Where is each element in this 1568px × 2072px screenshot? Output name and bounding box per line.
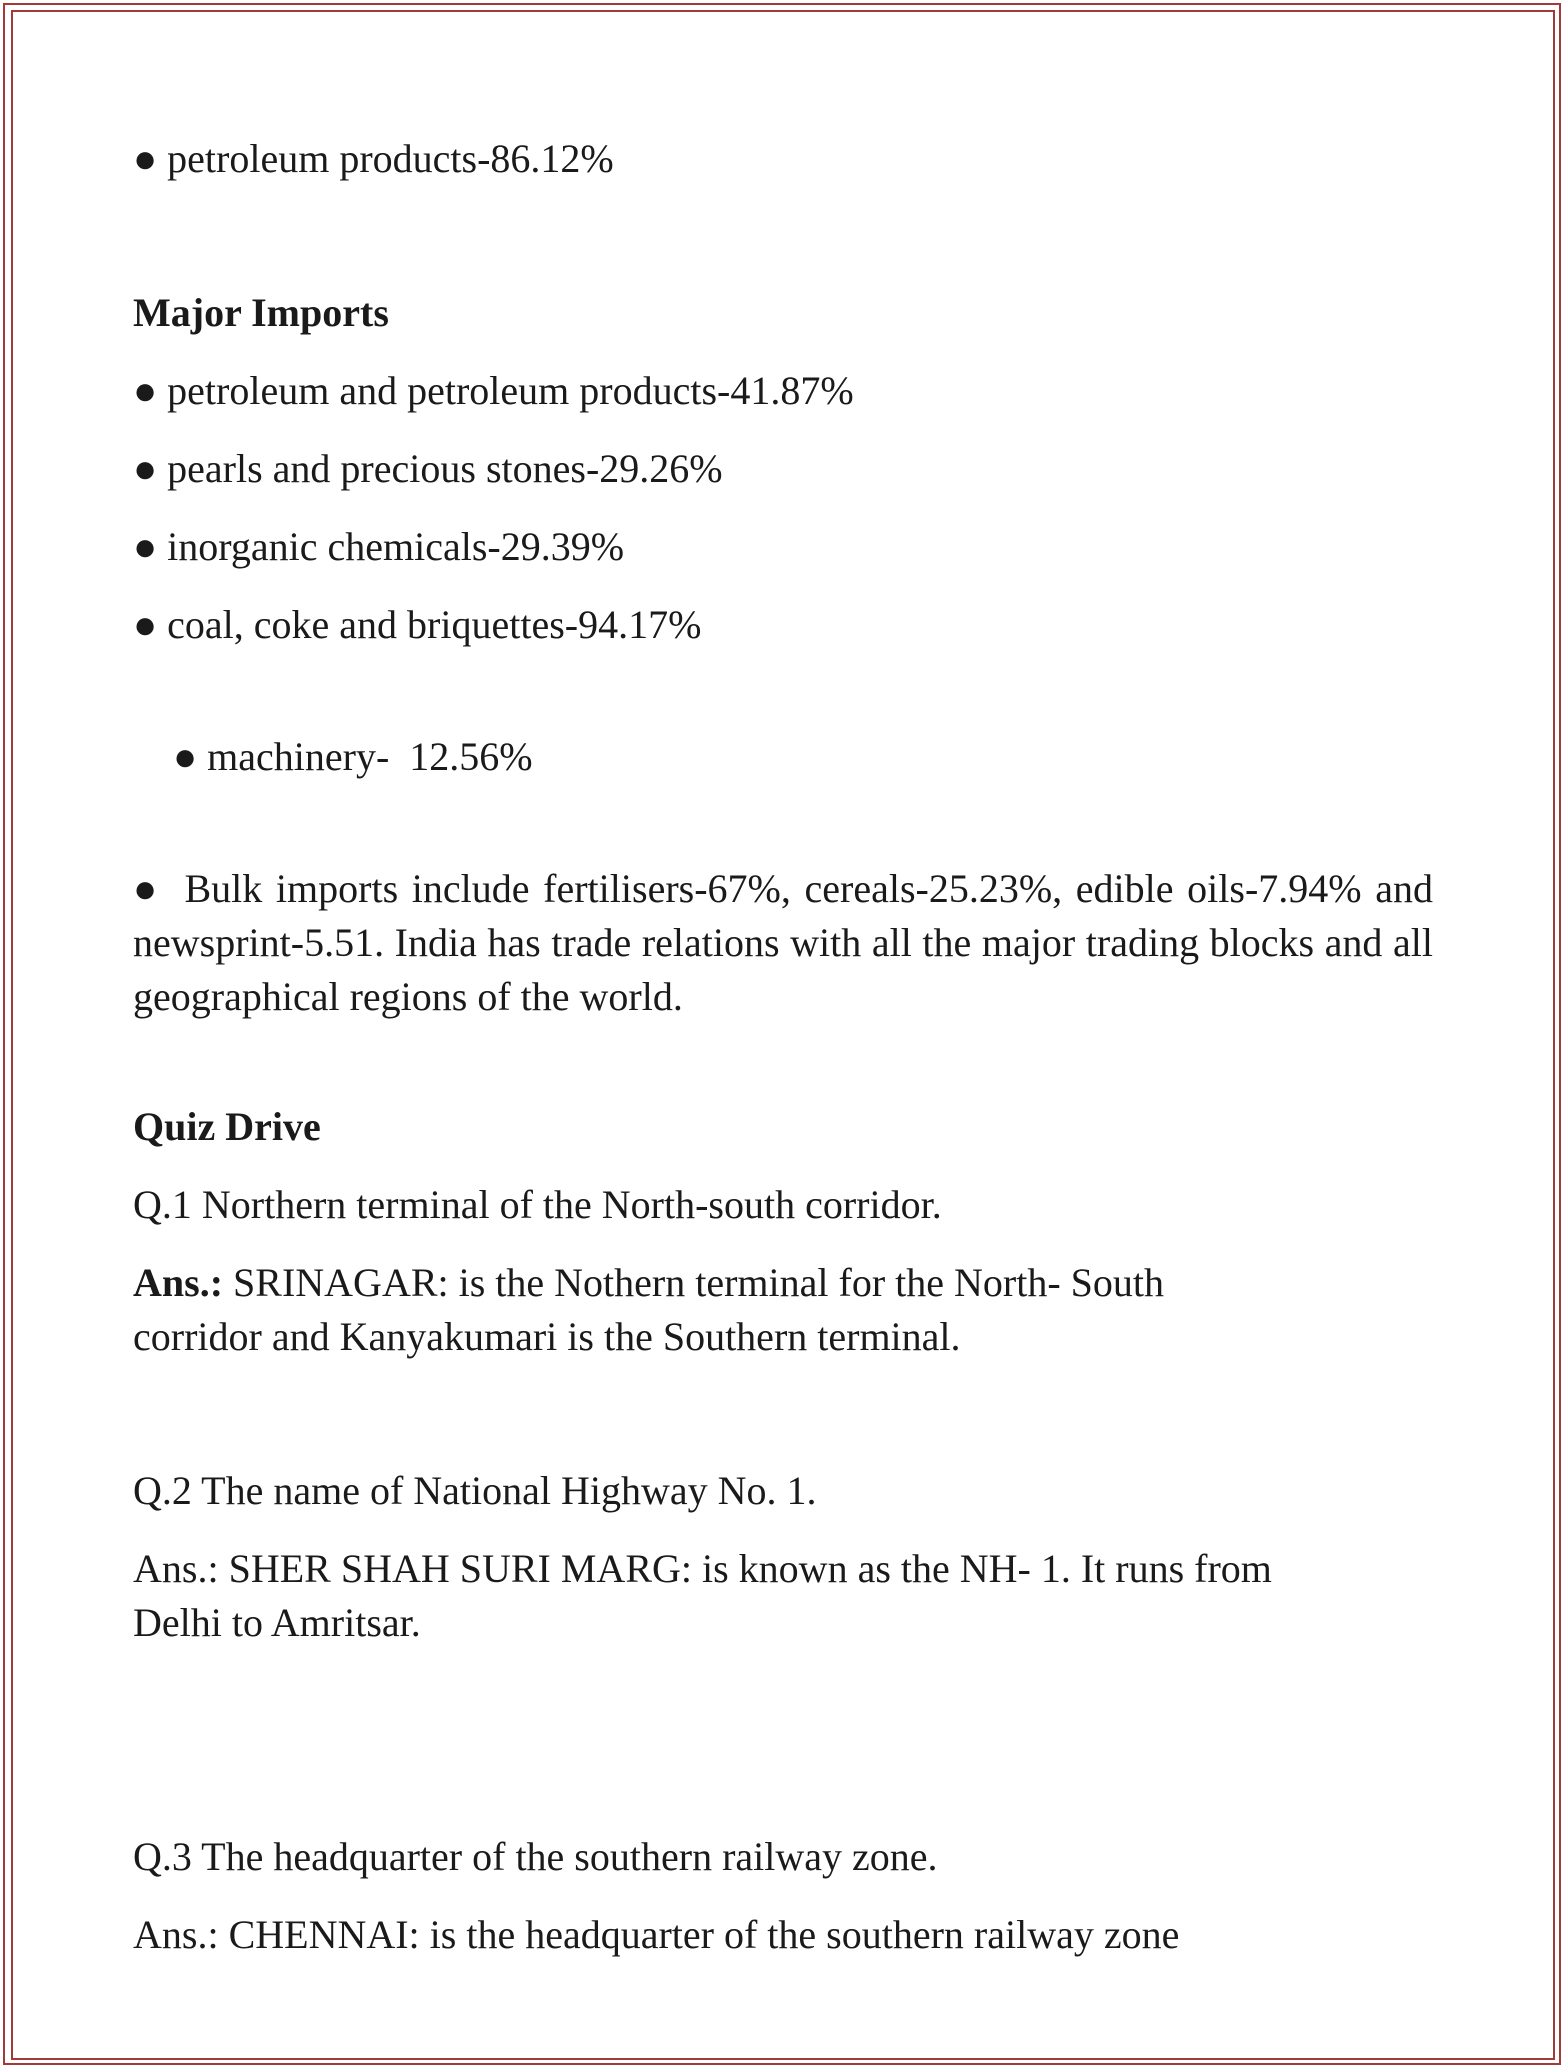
document-content xyxy=(133,132,1433,1962)
bulk-imports-paragraph: ● Bulk imports include fertilisers-67%, cereals-25.23%, edible oils-7.94% and newsprint-5.51. India has trade relations with all the major trading blocks and all geographical regions of the world. xyxy=(133,866,1434,1019)
quiz-answer: Ans.: CHENNAI: is the headquarter of the southern railway zone xyxy=(133,1912,1180,1957)
bullet-icon: ● xyxy=(133,524,158,569)
list-item: ● coal, coke and briquettes-94.17% xyxy=(133,602,702,647)
bullet-icon: ● xyxy=(133,368,158,413)
bullet-icon: ● xyxy=(133,866,161,911)
list-item: ● inorganic chemicals-29.39% xyxy=(133,524,625,569)
list-item: ● petroleum products-86.12% xyxy=(133,136,614,181)
quiz-answer: Ans.: SRINAGAR: is the Nothern terminal for the North- South xyxy=(133,1260,1165,1305)
quiz-answer: Ans.: SHER SHAH SURI MARG: is known as the NH- 1. It runs from xyxy=(133,1546,1272,1591)
bullet-icon: ● xyxy=(133,446,158,491)
section-heading-quiz-drive: Quiz Drive xyxy=(133,1104,321,1149)
quiz-question: Q.3 The headquarter of the southern railway zone. xyxy=(133,1834,938,1879)
answer-label: Ans.: xyxy=(133,1546,219,1591)
quiz-answer-continued: Delhi to Amritsar. xyxy=(133,1600,421,1645)
list-item: ● pearls and precious stones-29.26% xyxy=(133,446,723,491)
answer-label: Ans.: xyxy=(133,1260,224,1305)
list-item: ● machinery- 12.56% xyxy=(173,734,533,779)
quiz-question: Q.1 Northern terminal of the North-south corridor. xyxy=(133,1182,942,1227)
quiz-question: Q.2 The name of National Highway No. 1. xyxy=(133,1468,817,1513)
quiz-answer-continued: corridor and Kanyakumari is the Southern terminal. xyxy=(133,1314,961,1359)
bullet-icon: ● xyxy=(133,136,158,181)
list-item: ● petroleum and petroleum products-41.87% xyxy=(133,368,854,413)
section-heading-major-imports: Major Imports xyxy=(133,290,389,335)
bullet-icon: ● xyxy=(173,734,198,779)
answer-label: Ans.: xyxy=(133,1912,219,1957)
bullet-icon: ● xyxy=(133,602,158,647)
